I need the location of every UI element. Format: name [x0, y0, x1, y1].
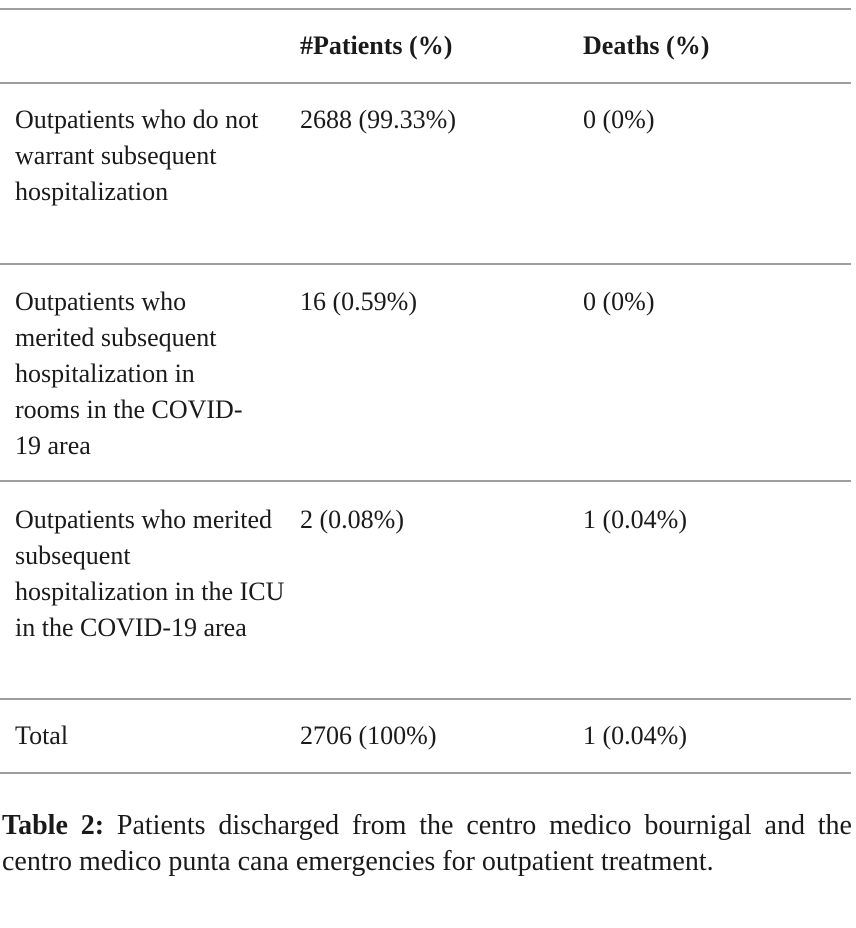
header-cell-deaths: Deaths (%): [583, 31, 710, 60]
row-deaths: 0 (0%): [583, 287, 655, 316]
caption-text: Patients discharged from the centro medico bournigal and the centro medico punta cana emergencies for outpatient treatment.: [2, 810, 852, 877]
row-deaths: 0 (0%): [583, 105, 655, 134]
row-patients: 2706 (100%): [300, 721, 437, 750]
row-label: Total: [15, 721, 69, 750]
caption-label: Table 2:: [2, 810, 105, 841]
row-patients: 16 (0.59%): [300, 287, 417, 316]
row-label: Outpatients who merited subsequent hospitalization in rooms in the COVID-19 area: [15, 287, 243, 460]
row-divider-3: [0, 698, 851, 700]
header-cell-patients: #Patients (%): [300, 31, 453, 60]
row-divider-2: [0, 480, 851, 482]
table-top-rule: [0, 8, 851, 10]
row-deaths: 1 (0.04%): [583, 721, 687, 750]
row-patients: 2 (0.08%): [300, 505, 404, 534]
row-label: Outpatients who merited subsequent hospitalization in the ICU in the COVID-19 area: [15, 505, 285, 642]
table-caption: [2, 808, 852, 880]
header-bottom-rule: [0, 82, 851, 84]
row-deaths: 1 (0.04%): [583, 505, 687, 534]
row-label: Outpatients who do not warrant subsequent hospitalization: [15, 105, 259, 206]
table-bottom-rule: [0, 772, 851, 774]
row-patients: 2688 (99.33%): [300, 105, 456, 134]
row-divider-1: [0, 263, 851, 265]
